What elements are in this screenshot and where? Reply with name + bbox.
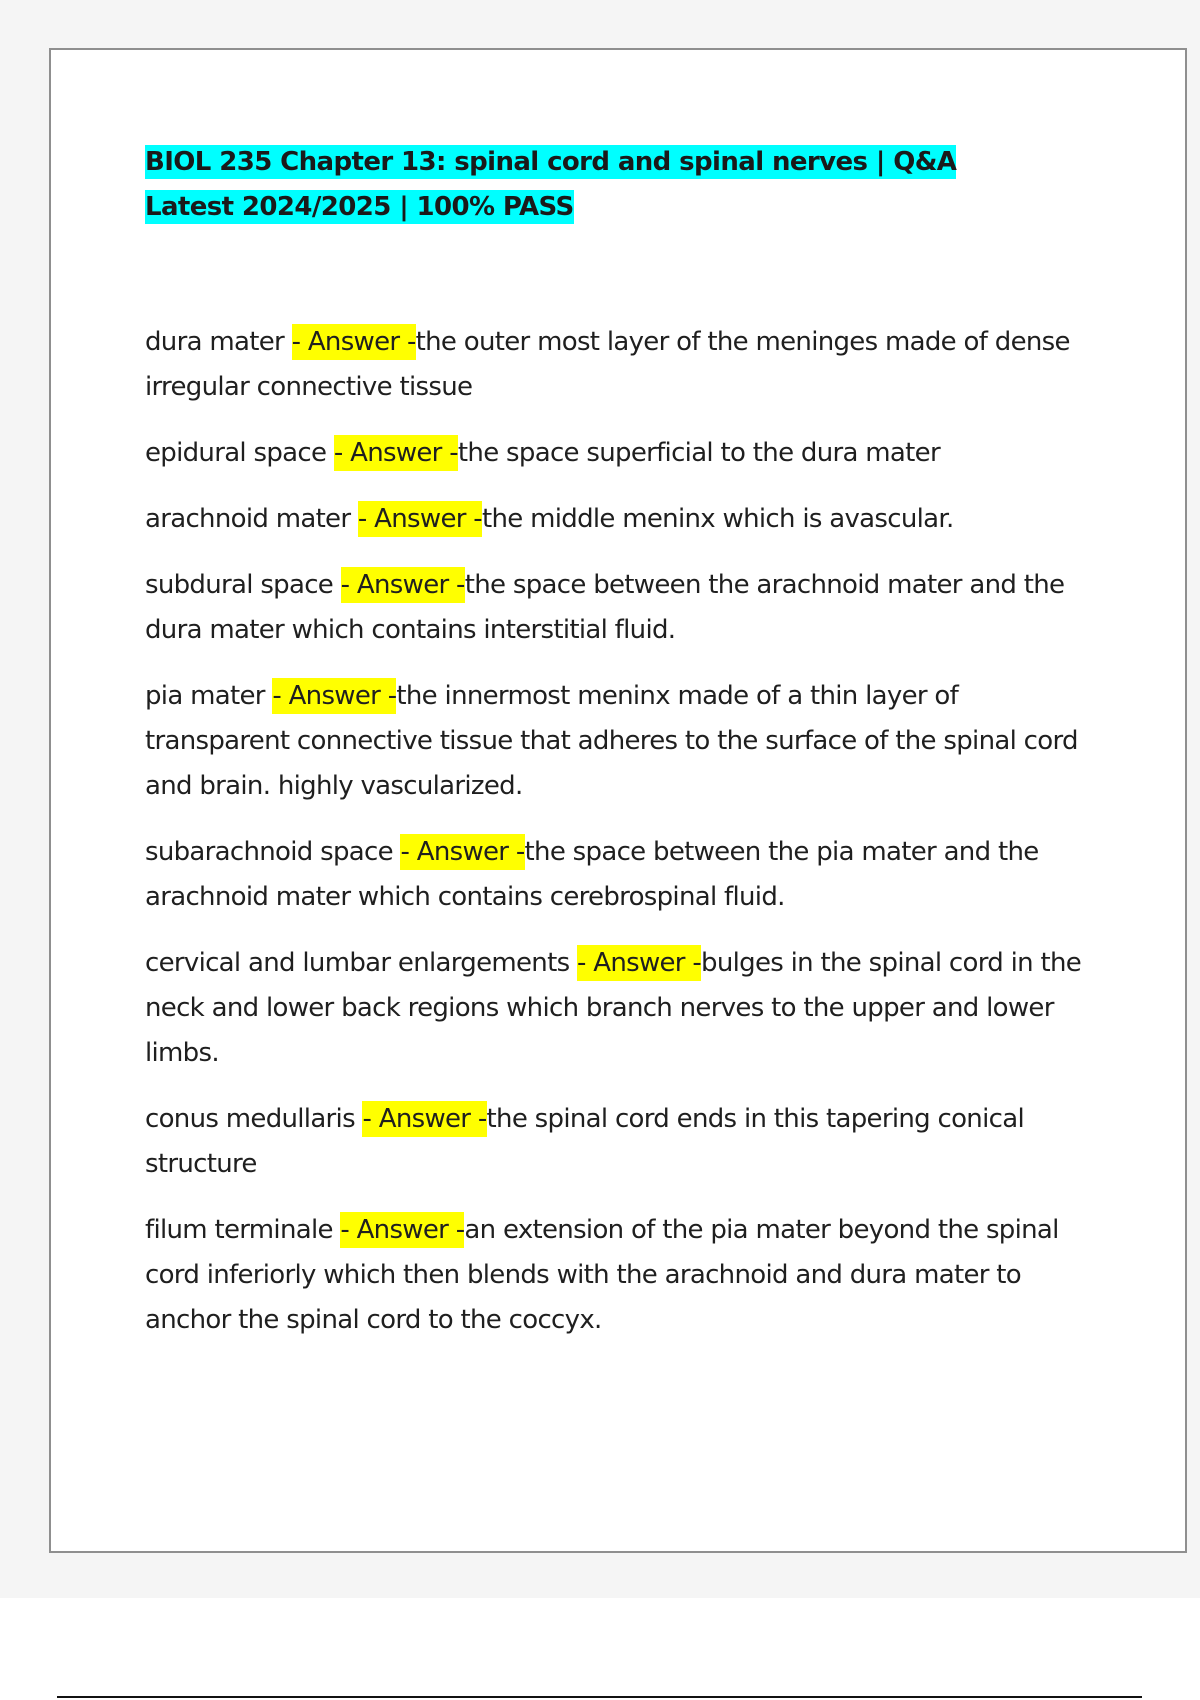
qa-item [145, 941, 1095, 1076]
answer-marker: - Answer - [292, 324, 416, 360]
term: pia mater [145, 681, 273, 711]
definition: the space superficial to the dura mater [457, 438, 940, 468]
term: subarachnoid space [145, 837, 401, 867]
answer-marker: - Answer - [334, 435, 458, 471]
answer-marker: - Answer - [358, 501, 482, 537]
qa-item [145, 431, 1095, 476]
answer-marker: - Answer - [577, 945, 701, 981]
term: arachnoid mater [145, 504, 358, 534]
qa-item [145, 497, 1095, 542]
definition: bulges in the spinal cord in the neck and lower back regions which branch nerves to the upper and lower limbs. [145, 948, 1082, 1068]
term: conus medullaris [145, 1104, 363, 1134]
qa-item [145, 320, 1095, 410]
qa-item [145, 563, 1095, 653]
answer-marker: - Answer - [362, 1101, 486, 1137]
answer-marker: - Answer - [341, 567, 465, 603]
answer-marker: - Answer - [400, 834, 524, 870]
term: filum terminale [145, 1215, 341, 1245]
qa-item [145, 674, 1095, 809]
qa-item [145, 830, 1095, 920]
definition: the spinal cord ends in this tapering conical structure [145, 1104, 1024, 1179]
qa-item [145, 1097, 1095, 1187]
answer-marker: - Answer - [272, 678, 396, 714]
term: cervical and lumbar enlargements [145, 948, 577, 978]
definition: the innermost meninx made of a thin layer of transparent connective tissue that adheres to the surface of the spinal cord and brain. highly vascularized. [145, 681, 1078, 801]
definition: the middle meninx which is avascular. [481, 504, 954, 534]
document-title [145, 140, 1045, 230]
footer-rule [57, 1696, 1142, 1698]
title-highlight: BIOL 235 Chapter 13: spinal cord and spinal nerves | Q&A Latest 2024/2025 | 100% PASS [145, 147, 957, 222]
qa-list [145, 320, 1095, 1364]
definition: the space between the arachnoid mater and the dura mater which contains interstitial fluid. [145, 570, 1065, 645]
definition: the outer most layer of the meninges made of dense irregular connective tissue [145, 327, 1070, 402]
answer-marker: - Answer - [340, 1212, 464, 1248]
definition: the space between the pia mater and the arachnoid mater which contains cerebrospinal fluid. [145, 837, 1039, 912]
term: epidural space [145, 438, 334, 468]
definition: an extension of the pia mater beyond the spinal cord inferiorly which then blends with the arachnoid and dura mater to anchor the spinal cord to the coccyx. [145, 1215, 1059, 1335]
term: subdural space [145, 570, 341, 600]
qa-item [145, 1208, 1095, 1343]
term: dura mater [145, 327, 292, 357]
